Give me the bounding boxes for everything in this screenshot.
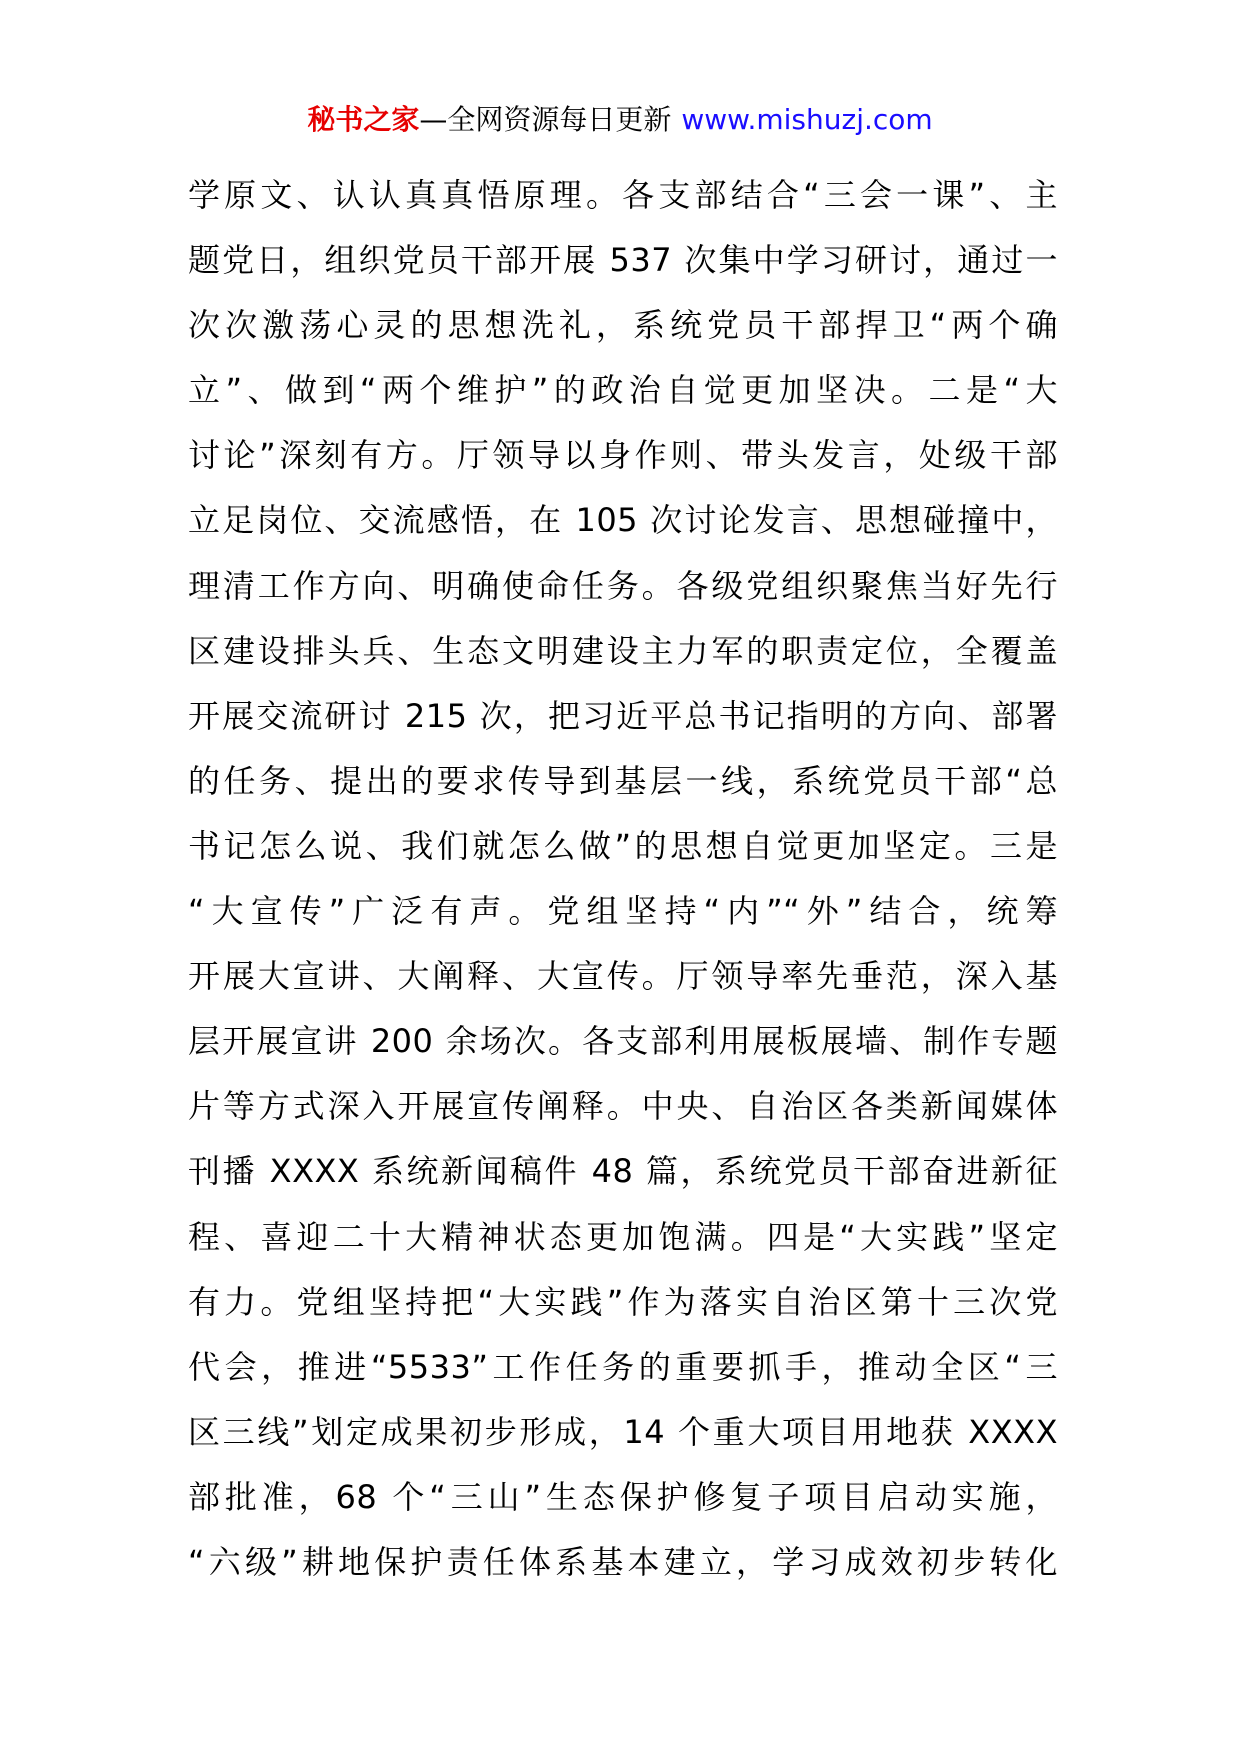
text-line: 讨论”深刻有方。厅领导以身作则、带头发言，处级干部 xyxy=(188,436,1058,475)
text-line: 有力。党组坚持把“大实践”作为落实自治区第十三次党 xyxy=(188,1282,1058,1321)
text-line: “大宣传”广泛有声。党组坚持“内”“外”结合，统筹 xyxy=(188,892,1058,931)
text-line: 理清工作方向、明确使命任务。各级党组织聚焦当好先行 xyxy=(188,566,1058,605)
text-line: 开展大宣讲、大阐释、大宣传。厅领导率先垂范，深入基 xyxy=(188,957,1058,996)
text-line: 书记怎么说、我们就怎么做”的思想自觉更加坚定。三是 xyxy=(188,826,1058,865)
page-header xyxy=(0,100,1240,140)
text-line: 层开展宣讲 200 余场次。各支部利用展板展墙、制作专题 xyxy=(188,1022,1058,1061)
text-line: 的任务、提出的要求传导到基层一线，系统党员干部“总 xyxy=(188,761,1058,800)
header-tagline: —全网资源每日更新 xyxy=(419,103,672,136)
text-line: “六级”耕地保护责任体系基本建立，学习成效初步转化 xyxy=(188,1542,1058,1581)
document-body xyxy=(188,163,1058,1595)
text-line: 开展交流研讨 215 次，把习近平总书记指明的方向、部署 xyxy=(188,696,1058,735)
text-line: 区三线”划定成果初步形成，14 个重大项目用地获 XXXX xyxy=(188,1412,1058,1451)
text-line: 学原文、认认真真悟原理。各支部结合“三会一课”、主 xyxy=(188,176,1058,214)
text-line: 片等方式深入开展宣传阐释。中央、自治区各类新闻媒体 xyxy=(188,1087,1058,1126)
text-line: 立”、做到“两个维护”的政治自觉更加坚决。二是“大 xyxy=(188,371,1058,410)
text-line: 部批准，68 个“三山”生态保护修复子项目启动实施， xyxy=(188,1477,1058,1516)
text-line: 题党日，组织党员干部开展 537 次集中学习研讨，通过一 xyxy=(188,241,1058,280)
text-line: 代会，推进“5533”工作任务的重要抓手，推动全区“三 xyxy=(188,1347,1058,1386)
text-line: 次次激荡心灵的思想洗礼，系统党员干部捍卫“两个确 xyxy=(188,306,1058,345)
text-line: 区建设排头兵、生态文明建设主力军的职责定位，全覆盖 xyxy=(188,631,1058,670)
website-link[interactable]: www.mishuzj.com xyxy=(681,103,933,136)
brand-name: 秘书之家 xyxy=(307,103,420,136)
text-line: 刊播 XXXX 系统新闻稿件 48 篇，系统党员干部奋进新征 xyxy=(188,1152,1058,1191)
text-line: 立足岗位、交流感悟，在 105 次讨论发言、思想碰撞中， xyxy=(188,501,1058,540)
text-line: 程、喜迎二十大精神状态更加饱满。四是“大实践”坚定 xyxy=(188,1217,1058,1256)
